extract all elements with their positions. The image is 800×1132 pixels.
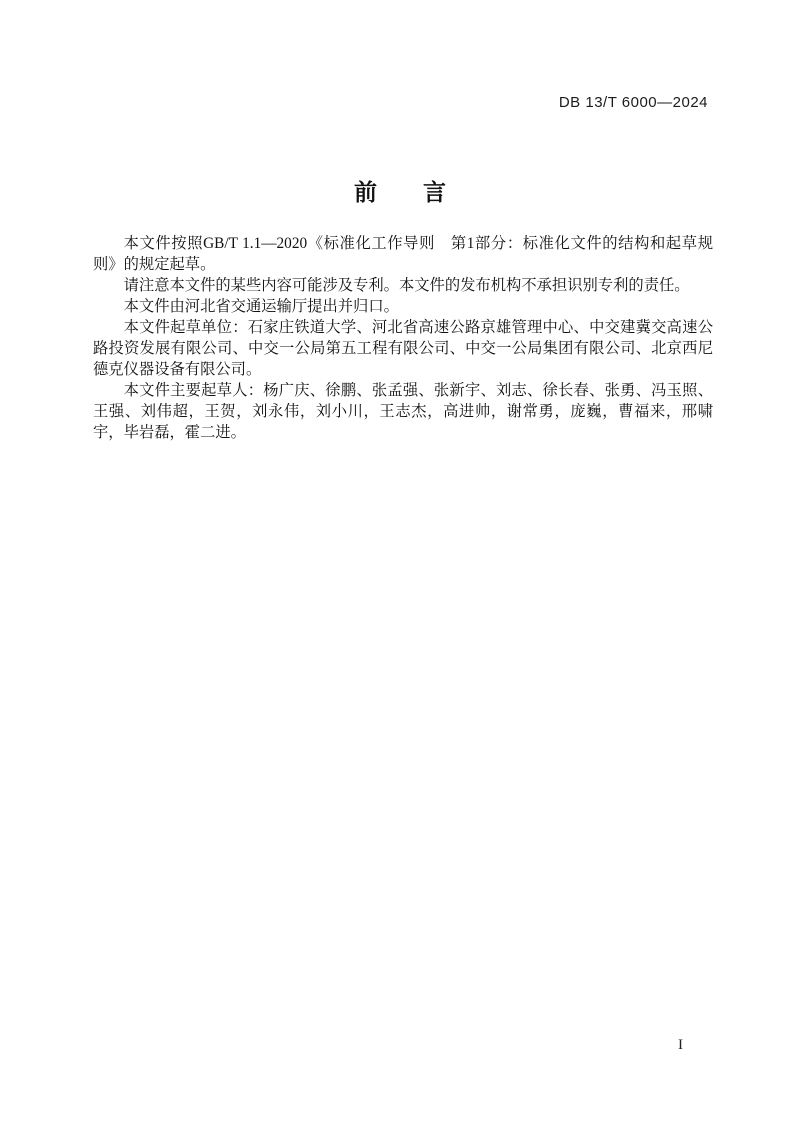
foreword-body bbox=[93, 233, 713, 443]
doc-number: DB 13/T 6000—2024 bbox=[558, 94, 708, 111]
paragraph-drafting-rules: 本文件按照GB/T 1.1—2020《标准化工作导则 第1部分：标准化文件的结构和起草规则》的规定起草。 bbox=[93, 235, 713, 273]
page-title: 前 言 bbox=[354, 179, 446, 205]
paragraph-patent-notice: 请注意本文件的某些内容可能涉及专利。本文件的发布机构不承担识别专利的责任。 bbox=[123, 277, 690, 294]
page-number: I bbox=[678, 1037, 683, 1053]
paragraph-main-drafters: 本文件主要起草人：杨广庆、徐鹏、张孟强、张新宇、刘志、徐长春、张勇、冯玉照、王强、刘伟超，王贺，刘永伟，刘小川，王志杰，高进帅，谢常勇，庞巍，曹福来，邢啸宇，毕岩磊，霍二进。 bbox=[93, 382, 713, 441]
paragraph-issuing-body: 本文件由河北省交通运输厅提出并归口。 bbox=[123, 298, 399, 315]
paragraph-drafting-organizations: 本文件起草单位：石家庄铁道大学、河北省高速公路京雄管理中心、中交建冀交高速公路投资发展有限公司、中交一公局第五工程有限公司、中交一公局集团有限公司、北京西尼德克仪器设备有限公司。 bbox=[93, 319, 713, 378]
